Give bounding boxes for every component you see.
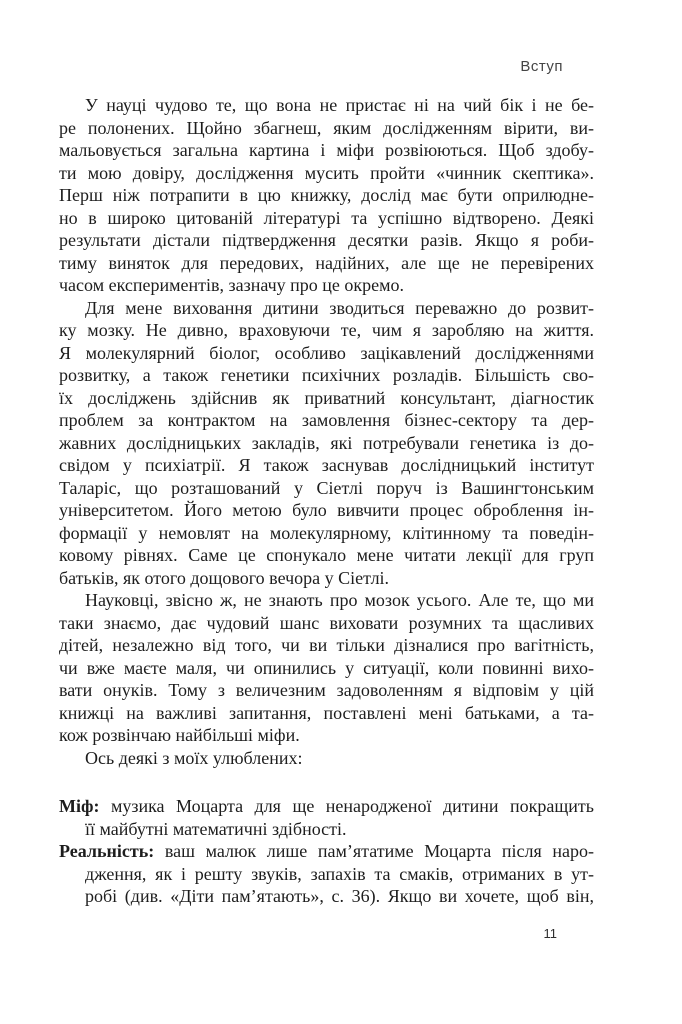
paragraph	[59, 747, 594, 770]
text-line: Науковці, звісно ж, не знають про мозок усього. Але те, що ми	[85, 590, 594, 610]
text-line: книжці на важливі запитання, поставлені мені батьками, а та-	[59, 702, 594, 723]
text-line: батьків, як отого дощового вечора у Сіетлі.	[59, 567, 390, 588]
text-line: чи вже маєте маля, чи опинились у ситуації, коли повинні вихо-	[59, 657, 594, 678]
text-line: Перш ніж потрапити в цю книжку, дослід має бути оприлюдне-	[59, 185, 594, 205]
text-line: тиму виняток для передових, надійних, але ще не перевірених	[59, 252, 594, 273]
text-line: дітей, незалежно від того, чи ви тільки дізналися про вагітність,	[59, 635, 594, 655]
text-line: свідом у психіатрії. Я також заснував дослідницький інститут	[59, 455, 594, 475]
text-line: ковому рівнях. Саме це спонукало мене читати лекції для груп	[59, 545, 594, 565]
text-line: У науці чудово те, що вона не пристає ні на чий бік і не бе-	[85, 95, 594, 115]
text-line: дження, як і решту звуків, запахів та смаків, отриманих в ут-	[85, 863, 594, 884]
myth-label: Міф:	[59, 796, 100, 816]
text-line: таки знаємо, дає чудовий шанс виховати розумних та щасливих	[59, 612, 594, 633]
text-line: проблем за контрактом на замовлення бізнес-сектору та дер-	[59, 410, 594, 430]
text-line: Для мене виховання дитини зводиться переважно до розвит-	[85, 297, 594, 318]
text-line: розвитку, а також генетики психічних розладів. Більшість сво-	[59, 365, 594, 385]
text-line: робі (див. «Діти пам’ятають», с. 36). Якщо ви хочете, щоб він,	[85, 886, 594, 906]
text-line: університетом. Його метою було вивчити процес оброблення ін-	[59, 500, 594, 520]
text-line: ре полонених. Щойно збагнеш, яким дослідженням вірити, ви-	[59, 117, 594, 138]
text-line: жавних дослідницьких закладів, які потребували генетика із до-	[59, 432, 594, 453]
text-block	[59, 94, 594, 908]
text-line: Таларіс, що розташований у Сіетлі поруч із Вашингтонським	[59, 477, 594, 498]
myth-block	[59, 795, 594, 908]
text-line: їх досліджень здійснив як приватний консультант, діагностик	[59, 387, 594, 408]
text-line: ку мозку. Не дивно, враховуючи те, чим я заробляю на життя.	[59, 320, 594, 340]
text-line: Ось деякі з моїх улюблених:	[85, 747, 303, 768]
paragraph	[59, 589, 594, 747]
text-line: но в широко цитованій літературі та успішно відтворено. Деякі	[59, 207, 594, 228]
text-line: її майбутні математичні здібності.	[85, 818, 347, 839]
paragraph	[59, 297, 594, 590]
text-line: Міф: музика Моцарта для ще ненародженої дитини покращить	[59, 796, 594, 816]
paragraph	[59, 94, 594, 297]
text-line: Реальність: ваш малюк лише пам’ятатиме Моцарта після наро-	[59, 841, 594, 861]
text-line: кож розвінчаю найбільші міфи.	[59, 725, 300, 745]
myth-label: Реальність:	[59, 841, 155, 861]
text-line: часом експериментів, зазначу про це окремо.	[59, 275, 405, 295]
text-line: ти мою довіру, дослідження мусить пройти «чинник скептика».	[59, 162, 594, 183]
text-line: результати дістали підтвердження десятки разів. Якщо я роби-	[59, 230, 594, 250]
text-line: формації у немовлят на молекулярному, клітинному та поведін-	[59, 522, 594, 543]
page-number: 11	[543, 926, 557, 941]
text-line: вати онуків. Тому з величезним задоволенням я відповім у цій	[59, 680, 594, 700]
running-head: Вступ	[520, 58, 563, 75]
text-line: мальовується загальна картина і міфи розвіюються. Щоб здобу-	[59, 140, 594, 160]
text-line: Я молекулярний біолог, особливо зацікавлений дослідженнями	[59, 342, 594, 363]
